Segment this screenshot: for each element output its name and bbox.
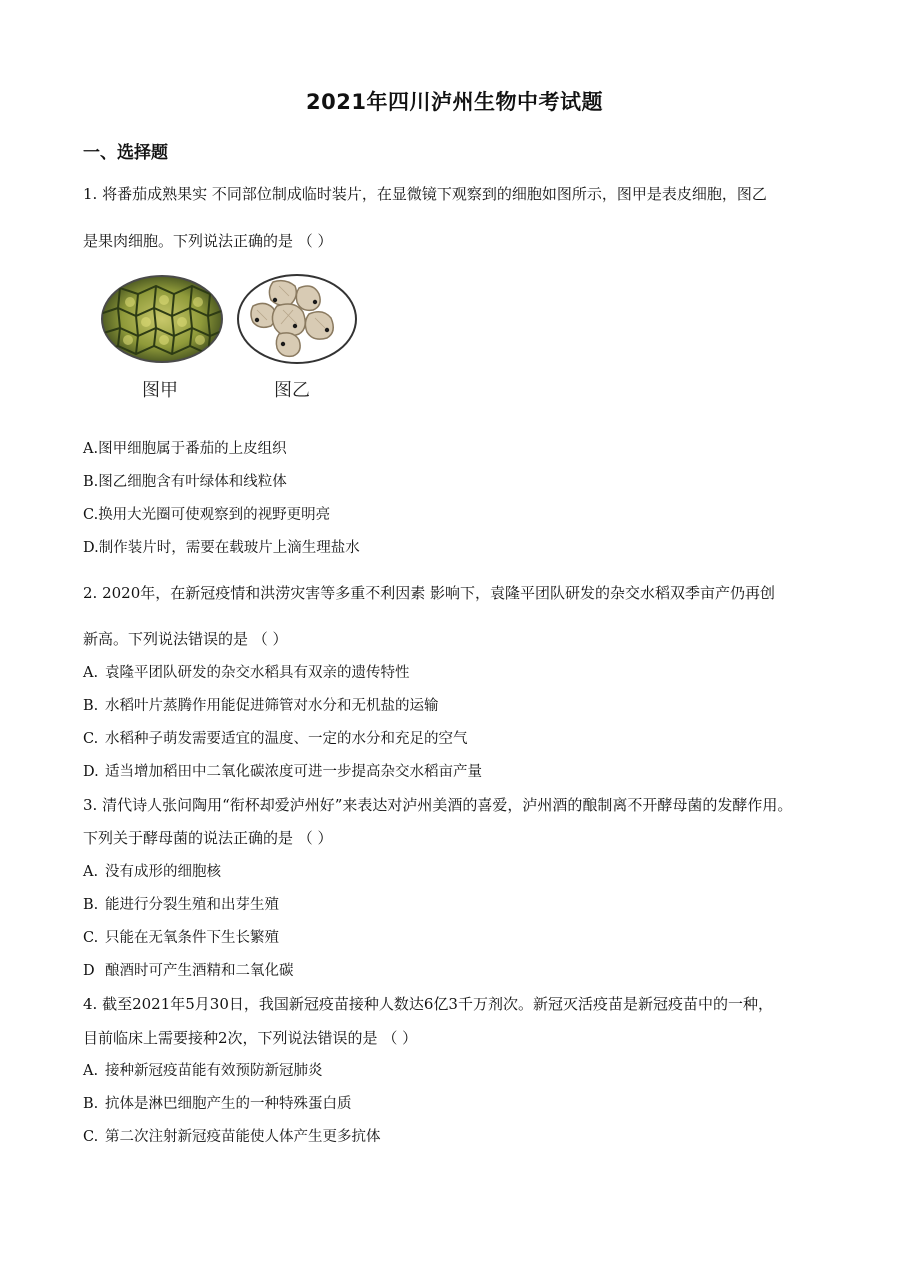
- option-key: A.: [83, 1063, 99, 1079]
- option-key: A.: [83, 665, 99, 681]
- q2-option-c: [83, 729, 468, 749]
- option-text: 水稻种子萌发需要适宜的温度、一定的水分和充足的空气: [105, 731, 468, 747]
- option-key: C.: [83, 507, 99, 523]
- option-key: B.: [83, 698, 99, 714]
- q1-option-b: [83, 472, 287, 492]
- option-text: 图甲细胞属于番茄的上皮组织: [98, 441, 287, 457]
- q1-stem-line1: 1. 将番茄成熟果实 不同部位制成临时装片，在显微镜下观察到的细胞如图所示，图甲是表皮细胞，图乙: [83, 185, 767, 203]
- q1-figures: [98, 268, 368, 408]
- option-text: 能进行分裂生殖和出芽生殖: [105, 897, 279, 913]
- q2-option-b: [83, 696, 439, 716]
- q4-option-a: [83, 1061, 323, 1081]
- option-key: C.: [83, 1129, 99, 1145]
- fig-a-caption: 图甲: [142, 380, 178, 401]
- q3-option-b: [83, 895, 279, 915]
- option-key: B.: [83, 1096, 99, 1112]
- option-text: 没有成形的细胞核: [105, 864, 221, 880]
- q1-option-d: [83, 538, 360, 558]
- q1-option-c: [83, 505, 330, 525]
- q3-option-d: [83, 961, 294, 981]
- option-text: 换用大光圈可使观察到的视野更明亮: [98, 507, 331, 523]
- option-key: D.: [83, 764, 99, 780]
- option-text: 适当增加稻田中二氧化碳浓度可进一步提高杂交水稻亩产量: [105, 764, 482, 780]
- epidermal-cells-image: [100, 274, 224, 364]
- option-key: B.: [83, 897, 99, 913]
- option-key: D: [83, 963, 95, 979]
- option-text: 接种新冠疫苗能有效预防新冠肺炎: [105, 1063, 323, 1079]
- pulp-cells-image: [235, 272, 359, 366]
- q3-option-c: [83, 928, 279, 948]
- page-title: 2021年四川泸州生物中考试题: [306, 90, 603, 114]
- option-text: 图乙细胞含有叶绿体和线粒体: [98, 474, 287, 490]
- section-heading: 一、选择题: [83, 143, 168, 163]
- option-text: 水稻叶片蒸腾作用能促进筛管对水分和无机盐的运输: [105, 698, 439, 714]
- q4-stem-line2: 目前临床上需要接种2次，下列说法错误的是 （ ）: [83, 1029, 418, 1047]
- option-key: D.: [83, 540, 99, 556]
- q2-option-a: [83, 663, 410, 683]
- option-text: 袁隆平团队研发的杂交水稻具有双亲的遗传特性: [105, 665, 410, 681]
- q2-stem-line2: 新高。下列说法错误的是 （ ）: [83, 630, 288, 648]
- option-key: C.: [83, 731, 99, 747]
- q2-option-d: [83, 762, 482, 782]
- q1-stem-line2: 是果肉细胞。下列说法正确的是 （ ）: [83, 232, 333, 250]
- option-text: 制作装片时，需要在载玻片上滴生理盐水: [98, 540, 360, 556]
- option-text: 抗体是淋巴细胞产生的一种特殊蛋白质: [105, 1096, 352, 1112]
- option-text: 第二次注射新冠疫苗能使人体产生更多抗体: [105, 1129, 381, 1145]
- q4-option-c: [83, 1127, 381, 1147]
- q4-option-b: [83, 1094, 352, 1114]
- q3-stem-line1: 3. 清代诗人张问陶用“衔杯却爱泸州好”来表达对泸州美酒的喜爱，泸州酒的酿制离不开酵母菌的发酵作用。: [83, 796, 793, 814]
- q2-stem-line1: 2. 2020年，在新冠疫情和洪涝灾害等多重不利因素 影响下，袁隆平团队研发的杂交水稻双季亩产仍再创: [83, 584, 776, 602]
- q3-option-a: [83, 862, 221, 882]
- q3-stem-line2: 下列关于酵母菌的说法正确的是 （ ）: [83, 829, 333, 847]
- option-key: C.: [83, 930, 99, 946]
- q1-option-a: [83, 439, 287, 459]
- option-text: 酿酒时可产生酒精和二氧化碳: [105, 963, 294, 979]
- q4-stem-line1: 4. 截至2021年5月30日，我国新冠疫苗接种人数达6亿3千万剂次。新冠灭活疫苗是新冠疫苗中的一种，: [83, 995, 773, 1013]
- option-text: 只能在无氧条件下生长繁殖: [105, 930, 279, 946]
- option-key: A.: [83, 441, 99, 457]
- option-key: A.: [83, 864, 99, 880]
- option-key: B.: [83, 474, 99, 490]
- fig-b-caption: 图乙: [274, 380, 310, 401]
